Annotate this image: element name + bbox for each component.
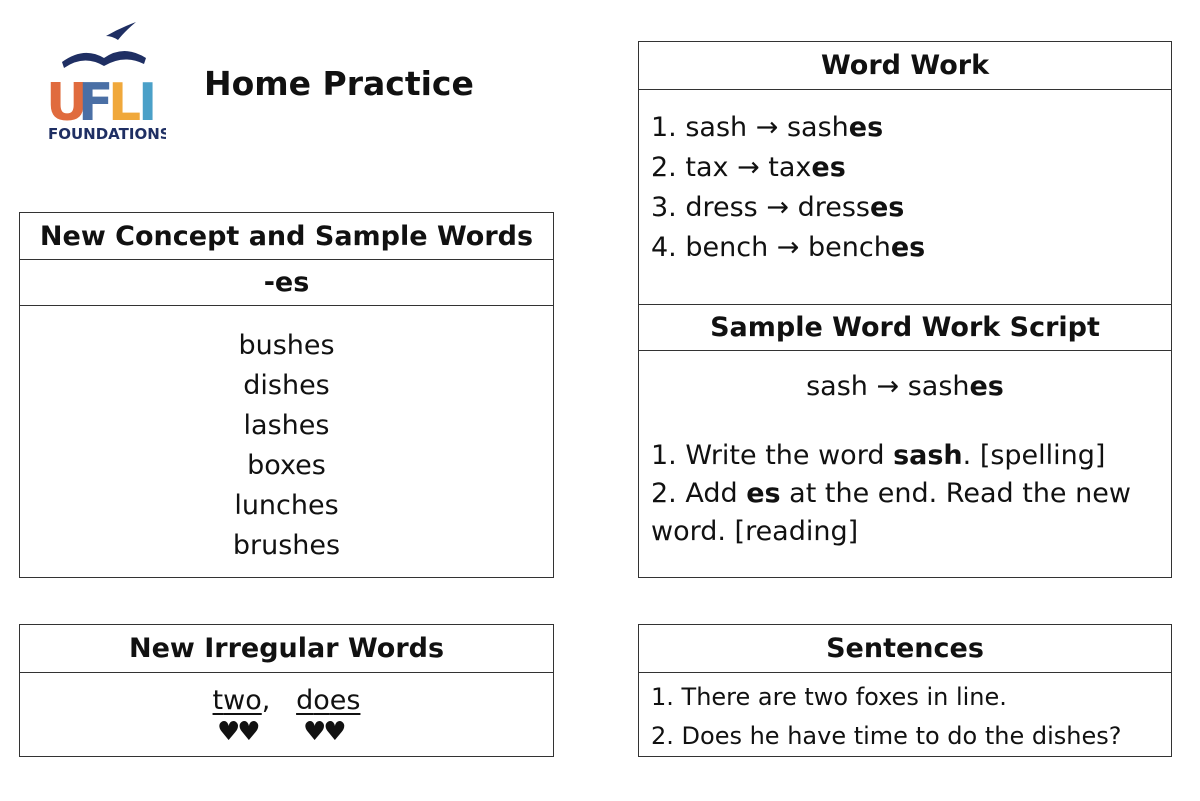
script-steps bbox=[639, 402, 1171, 551]
logo-letter-l: L bbox=[108, 73, 142, 133]
sentences-header: Sentences bbox=[639, 625, 1171, 673]
bird-icon bbox=[106, 22, 136, 40]
word-work-item: 3. dress → dresses bbox=[651, 192, 905, 223]
sample-word: bushes bbox=[238, 330, 335, 361]
sample-word: dishes bbox=[243, 370, 330, 401]
logo-graphic bbox=[44, 18, 166, 142]
logo-letter-f: F bbox=[78, 73, 114, 133]
heart-icon: ♥♥ bbox=[303, 717, 344, 747]
irregular-header: New Irregular Words bbox=[20, 625, 553, 673]
irregular-words-box bbox=[19, 624, 554, 757]
word-work-header: Word Work bbox=[639, 42, 1171, 90]
word-work-item: 2. tax → taxes bbox=[651, 152, 846, 183]
irregular-words: two, does bbox=[212, 685, 361, 716]
logo-letter-u: U bbox=[46, 73, 89, 133]
script-step: 1. Write the word sash. [spelling] bbox=[651, 440, 1106, 471]
logo-subtitle: FOUNDATIONS bbox=[48, 125, 166, 142]
sample-word: lunches bbox=[234, 490, 339, 521]
irregular-word-two: two bbox=[212, 685, 262, 716]
script-step: 2. Add es at the end. Read the new word. [reading] bbox=[651, 478, 1131, 547]
word-work-box bbox=[638, 41, 1172, 578]
sentence: 2. Does he have time to do the dishes? bbox=[651, 722, 1122, 750]
word-work-list bbox=[639, 90, 1171, 305]
sentences-box bbox=[638, 624, 1172, 757]
new-concept-box bbox=[19, 212, 554, 578]
script-sample: sash → sashes bbox=[806, 371, 1004, 402]
sample-word: lashes bbox=[243, 410, 330, 441]
ufli-logo bbox=[44, 18, 166, 142]
concept-header: New Concept and Sample Words bbox=[20, 213, 553, 260]
sample-word: brushes bbox=[232, 530, 341, 561]
word-work-item: 4. bench → benches bbox=[651, 232, 926, 263]
page-title: Home Practice bbox=[204, 64, 474, 103]
sentence: 1. There are two foxes in line. bbox=[651, 683, 1007, 711]
book-icon bbox=[62, 51, 146, 68]
sample-word: boxes bbox=[247, 450, 326, 481]
script-header: Sample Word Work Script bbox=[639, 305, 1171, 351]
heart-icon: ♥♥ bbox=[217, 717, 258, 747]
concept-subheader: -es bbox=[20, 260, 553, 306]
sample-words-list bbox=[20, 306, 553, 566]
irregular-word-does: does bbox=[296, 685, 361, 716]
logo-letter-i: I bbox=[138, 73, 158, 133]
word-work-item: 1. sash → sashes bbox=[651, 112, 884, 143]
sentences-list bbox=[639, 673, 1171, 756]
